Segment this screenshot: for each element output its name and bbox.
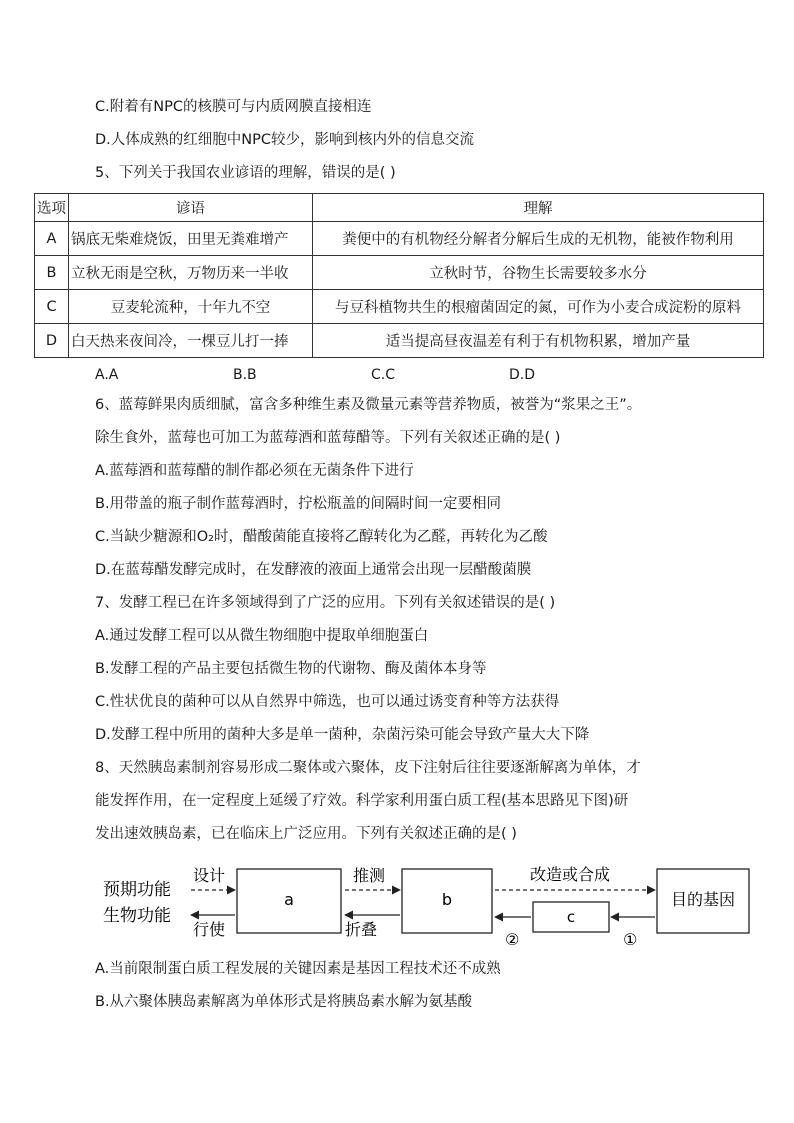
q8-option-b: B.从六聚体胰岛素解离为单体形式是将胰岛素水解为氨基酸	[95, 994, 473, 1010]
answer-option-a[interactable]: A.A	[95, 367, 119, 383]
box-a-label: a	[284, 890, 294, 909]
row-option: D	[35, 324, 69, 358]
q8-stem-line2: 能发挥作用，在一定程度上延缓了疗效。科学家利用蛋白质工程(基本思路见下图)研	[95, 793, 629, 809]
q4-option-d: D.人体成熟的红细胞中NPC较少，影响到核内外的信息交流	[95, 132, 474, 148]
label-fold: 折叠	[345, 920, 378, 939]
header-option: 选项	[35, 194, 69, 222]
q7-option-c: C.性状优良的菌种可以从自然界中筛选，也可以通过诱变育种等方法获得	[95, 694, 560, 710]
table-header-row	[35, 194, 764, 222]
q7-option-b: B.发酵工程的产品主要包括微生物的代谢物、酶及菌体本身等	[95, 661, 487, 677]
step2-marker: ②	[505, 930, 520, 949]
label-modify-or-synthesize: 改造或合成	[530, 865, 611, 884]
row-option: C	[35, 290, 69, 324]
q5-stem: 5、下列关于我国农业谚语的理解，错误的是( )	[95, 165, 396, 181]
q6-option-b: B.用带盖的瓶子制作蓝莓酒时，拧松瓶盖的间隔时间一定要相同	[95, 496, 502, 512]
q7-option-d: D.发酵工程中所用的菌种大多是单一菌种，杂菌污染可能会导致产量大大下降	[95, 727, 590, 743]
protein-engineering-diagram	[95, 855, 755, 950]
q6-option-c: C.当缺少糖源和O₂时，醋酸菌能直接将乙醇转化为乙醛，再转化为乙酸	[95, 529, 548, 545]
answer-option-d[interactable]: D.D	[509, 367, 536, 383]
table-row	[35, 256, 764, 290]
q6-stem-line2: 除生食外，蓝莓也可加工为蓝莓酒和蓝莓醋等。下列有关叙述正确的是( )	[95, 430, 561, 446]
row-option: A	[35, 222, 69, 256]
row-option: B	[35, 256, 69, 290]
box-b-label: b	[441, 890, 453, 909]
header-meaning: 理解	[313, 194, 764, 222]
q8-stem-line3: 发出速效胰岛素，已在临床上广泛应用。下列有关叙述正确的是( )	[95, 826, 517, 842]
table-row	[35, 222, 764, 256]
q8-stem-line1: 8、天然胰岛素制剂容易形成二聚体或六聚体，皮下注射后往往要逐渐解离为单体，才	[95, 760, 641, 776]
row-proverb: 立秋无雨是空秋，万物历来一半收	[69, 256, 313, 290]
row-meaning: 适当提高昼夜温差有利于有机物积累，增加产量	[313, 324, 764, 358]
step1-marker: ①	[623, 930, 638, 949]
box-target-gene-label: 目的基因	[670, 890, 736, 909]
table-row	[35, 290, 764, 324]
box-c-label: c	[566, 908, 576, 926]
q5-table	[34, 193, 764, 358]
row-proverb: 豆麦轮流种，十年九不空	[69, 290, 313, 324]
label-expected-function: 预期功能	[103, 880, 171, 900]
table-row	[35, 324, 764, 358]
label-infer: 推测	[353, 866, 386, 885]
answer-option-b[interactable]: B.B	[233, 367, 257, 383]
label-biological-function: 生物功能	[103, 906, 171, 926]
row-meaning: 粪便中的有机物经分解者分解后生成的无机物，能被作物利用	[313, 222, 764, 256]
q6-option-a: A.蓝莓酒和蓝莓醋的制作都必须在无菌条件下进行	[95, 463, 414, 479]
q6-option-d: D.在蓝莓醋发酵完成时，在发酵液的液面上通常会出现一层醋酸菌膜	[95, 562, 532, 578]
row-proverb: 锅底无柴难烧饭，田里无粪难增产	[69, 222, 313, 256]
label-act: 行使	[193, 920, 226, 939]
row-meaning: 与豆科植物共生的根瘤菌固定的氮，可作为小麦合成淀粉的原料	[313, 290, 764, 324]
q4-option-c: C.附着有NPC的核膜可与内质网膜直接相连	[95, 99, 372, 115]
header-proverb: 谚语	[69, 194, 313, 222]
row-meaning: 立秋时节，谷物生长需要较多水分	[313, 256, 764, 290]
answer-option-c[interactable]: C.C	[371, 367, 396, 383]
q7-option-a: A.通过发酵工程可以从微生物细胞中提取单细胞蛋白	[95, 628, 429, 644]
label-design: 设计	[193, 866, 226, 885]
q6-stem-line1: 6、蓝莓鲜果肉质细腻，富含多种维生素及微量元素等营养物质，被誉为“浆果之王”。	[95, 397, 642, 413]
q7-stem: 7、发酵工程已在许多领域得到了广泛的应用。下列有关叙述错误的是( )	[95, 595, 556, 611]
row-proverb: 白天热来夜间冷，一棵豆儿打一捧	[69, 324, 313, 358]
q8-option-a: A.当前限制蛋白质工程发展的关键因素是基因工程技术还不成熟	[95, 961, 501, 977]
